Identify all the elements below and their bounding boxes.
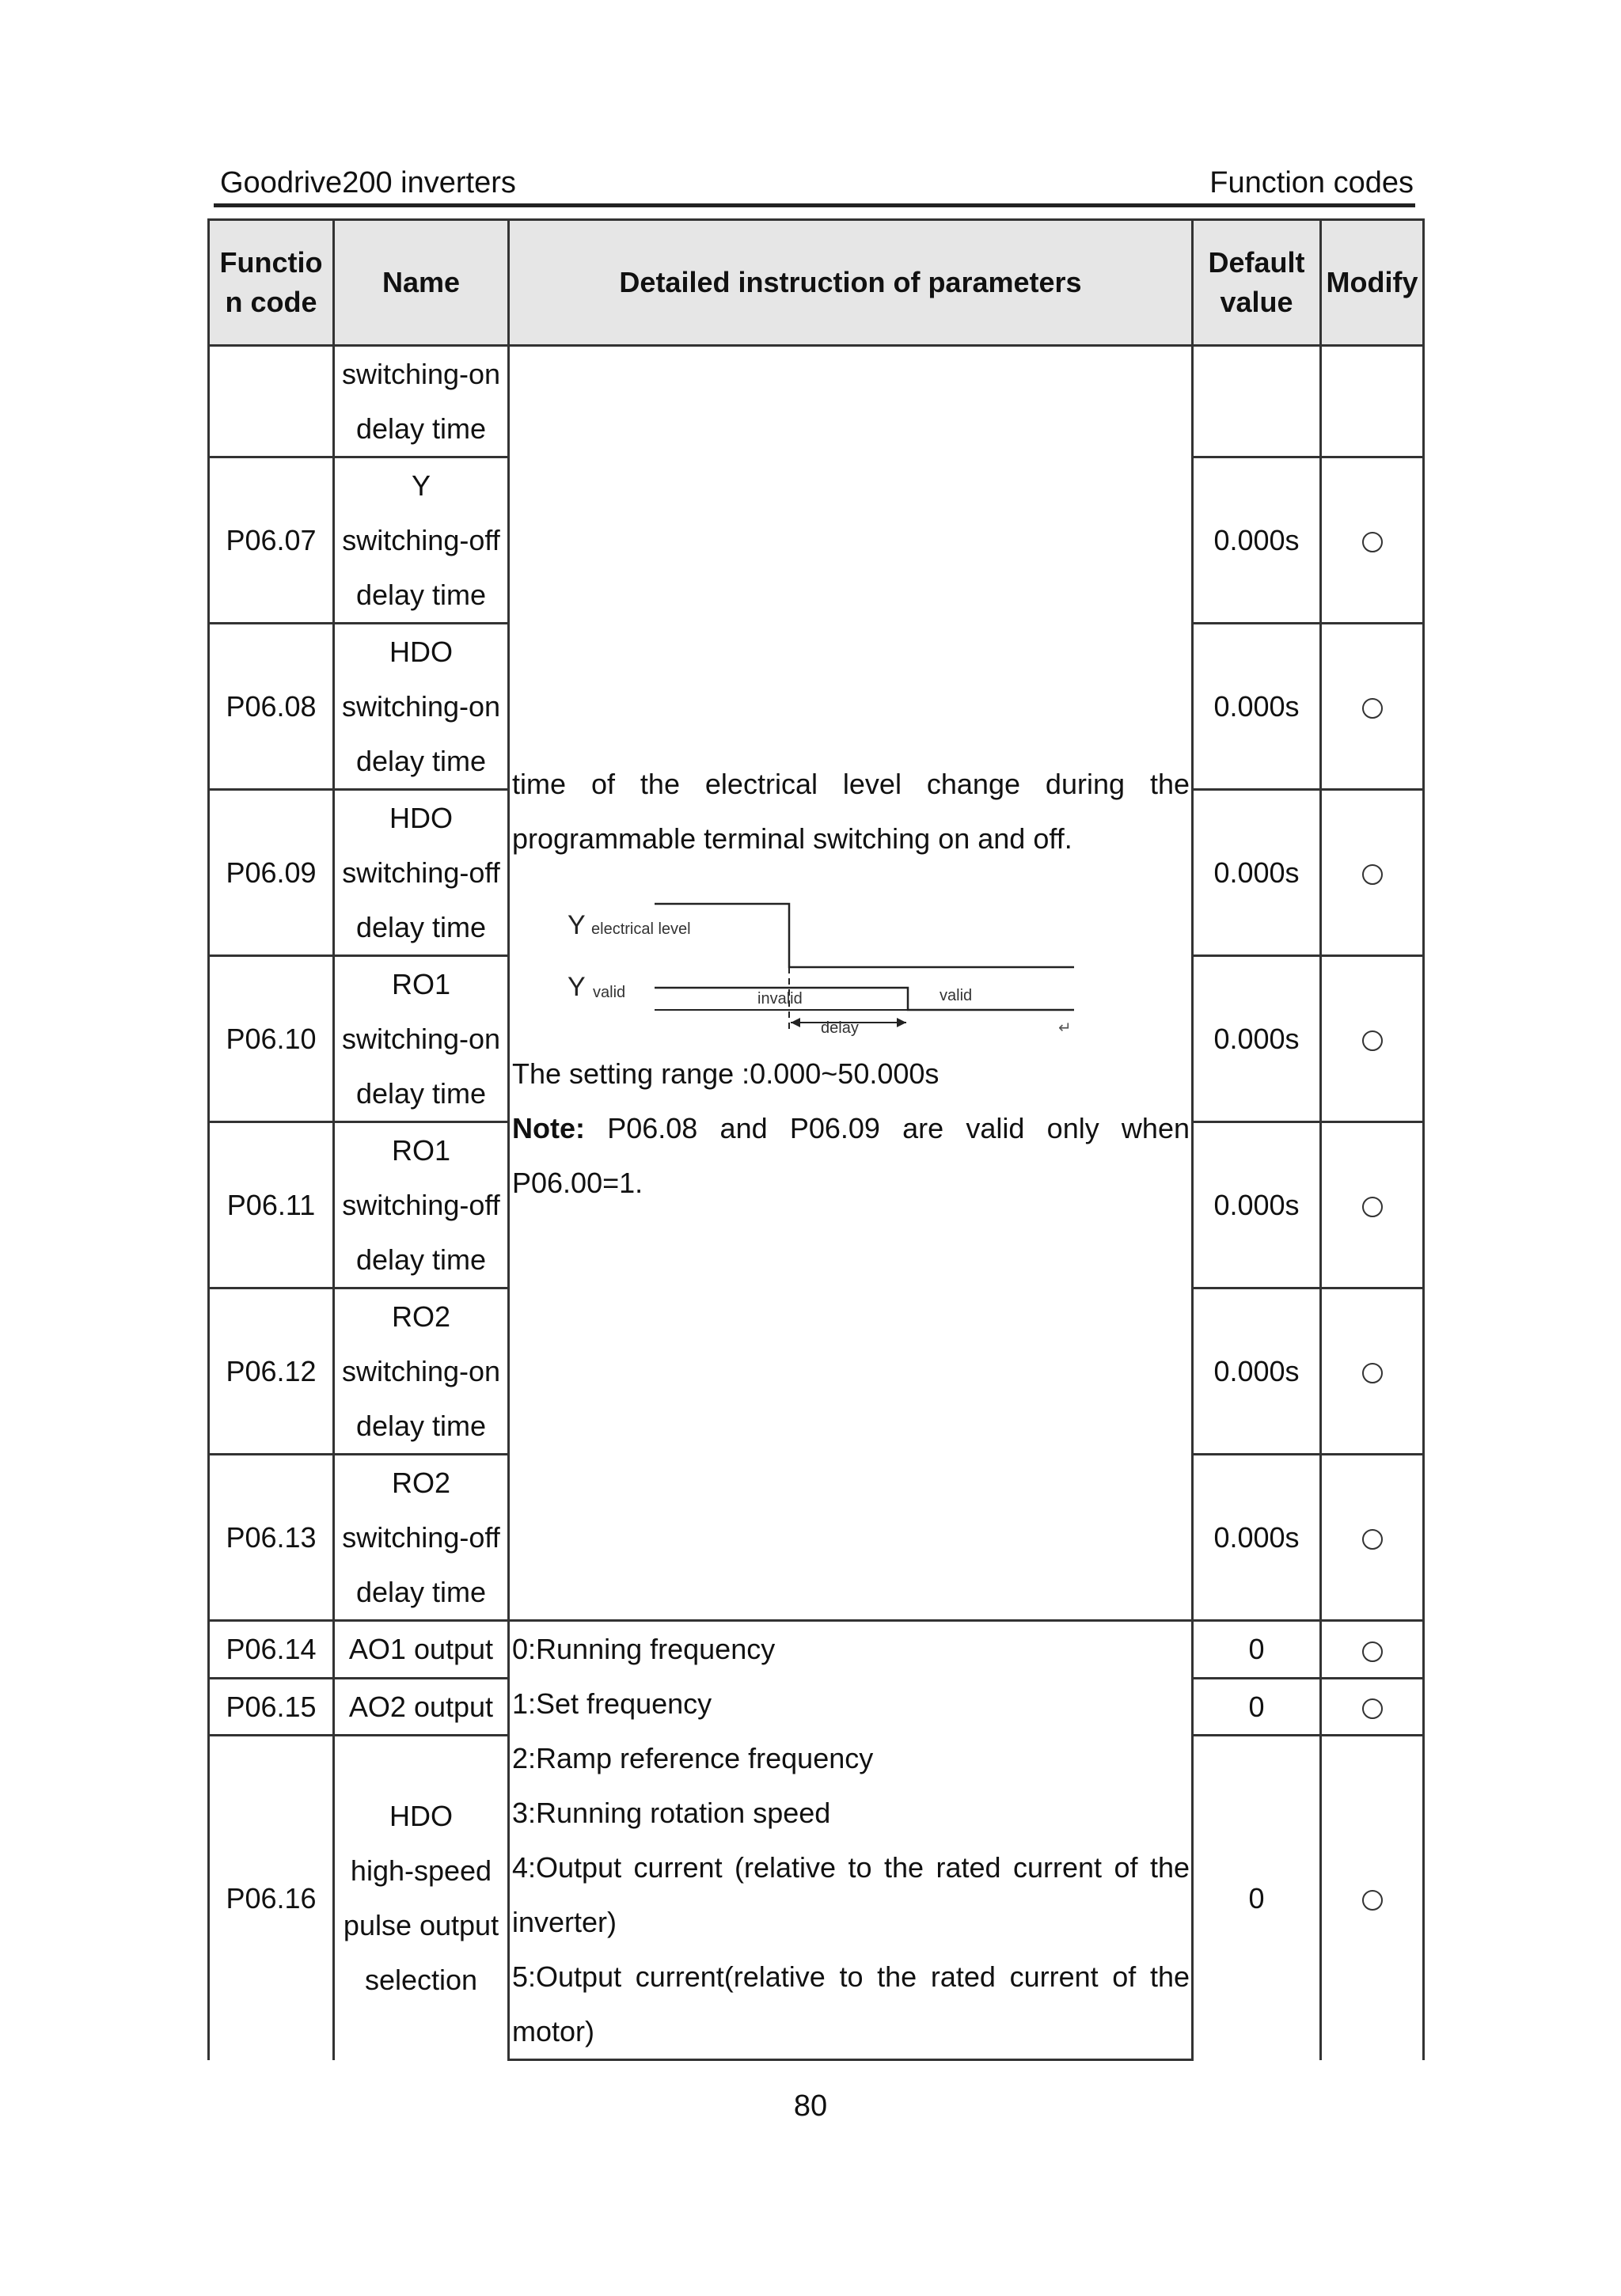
cell-name: AO1 output [334,1621,509,1679]
option-2: 2:Ramp reference frequency [512,1742,874,1774]
cell-modify [1321,1455,1424,1621]
cell-name: RO1 switching-off delay time [334,1122,509,1288]
note-text: P06.08 and P06.09 are valid only when P06.00=1. [512,1111,1190,1199]
cell-output-options [509,1621,1193,2060]
option-3: 3:Running rotation speed [512,1797,831,1829]
col-header-default: Default value [1193,220,1321,346]
cell-modify [1321,1288,1424,1455]
header-right: Function codes [1209,166,1414,199]
table-row [209,1621,1424,1679]
desc-line-1: time of the electrical level change during the [512,767,1190,800]
modify-circle-icon [1362,1363,1383,1383]
diagram-y-valid-label: Y [568,971,586,1002]
cell-modify [1321,457,1424,624]
page-number: 80 [793,2089,828,2123]
cell-default: 0.000s [1193,790,1321,956]
electrical-level-waveform [655,904,1074,967]
header-left: Goodrive200 inverters [220,166,516,199]
cell-code [209,346,334,457]
option-4: 4:Output current (relative to the rated current of the inverter) [512,1851,1190,1938]
modify-circle-icon [1362,1197,1383,1217]
cell-name: HDO switching-off delay time [334,790,509,956]
col-header-modify: Modify [1321,220,1424,346]
cell-code: P06.08 [209,624,334,790]
cell-modify [1321,790,1424,956]
cell-default: 0 [1193,1678,1321,1736]
cell-default: 0.000s [1193,457,1321,624]
table-row [209,346,1424,457]
option-5: 5:Output current(relative to the rated current of the motor) [512,1960,1190,2047]
cell-modify [1321,1122,1424,1288]
cell-default: 0.000s [1193,624,1321,790]
cell-name: HDO high-speed pulse output selection [334,1736,509,2060]
function-code-table [207,218,1425,2061]
modify-circle-icon [1362,1641,1383,1662]
output-waveform [655,988,1074,1010]
note-label: Note: [512,1111,585,1144]
cell-code: P06.10 [209,956,334,1122]
diagram-return-mark: ↵ [1058,1019,1072,1037]
cell-modify [1321,624,1424,790]
modify-circle-icon [1362,698,1383,719]
modify-circle-icon [1362,1030,1383,1051]
delay-arrow-right-head [897,1018,906,1027]
modify-circle-icon [1362,532,1383,552]
timing-diagram [560,879,1082,1037]
cell-name: Y switching-off delay time [334,457,509,624]
cell-name: RO1 switching-on delay time [334,956,509,1122]
cell-default: 0 [1193,1621,1321,1679]
modify-circle-icon [1362,864,1383,885]
cell-default: 0.000s [1193,956,1321,1122]
cell-name: RO2 switching-off delay time [334,1455,509,1621]
diagram-valid-label-2: valid [940,986,973,1004]
cell-modify [1321,1621,1424,1679]
cell-modify [1321,1678,1424,1736]
cell-default [1193,346,1321,457]
cell-default: 0.000s [1193,1288,1321,1455]
cell-name: HDO switching-on delay time [334,624,509,790]
delay-arrow-left-head [791,1018,800,1027]
header-divider [214,203,1415,207]
cell-code: P06.12 [209,1288,334,1455]
diagram-invalid-label: invalid [757,989,803,1008]
cell-code: P06.09 [209,790,334,956]
diagram-valid-label-1: valid [593,983,626,1001]
cell-modify [1321,956,1424,1122]
cell-default: 0 [1193,1736,1321,2060]
cell-delay-description [509,346,1193,1621]
cell-code: P06.16 [209,1736,334,2060]
cell-default: 0.000s [1193,1455,1321,1621]
col-header-code: Functio n code [209,220,334,346]
cell-modify [1321,346,1424,457]
table-header-row [209,220,1424,346]
cell-name: switching-on delay time [334,346,509,457]
option-0: 0:Running frequency [512,1633,776,1665]
cell-name: RO2 switching-on delay time [334,1288,509,1455]
cell-code: P06.11 [209,1122,334,1288]
cell-code: P06.15 [209,1678,334,1736]
desc-line-2: programmable terminal switching on and off. [512,822,1072,855]
diagram-electrical-level-label: electrical level [591,920,691,938]
modify-circle-icon [1362,1529,1383,1550]
modify-circle-icon [1362,1890,1383,1911]
setting-range: The setting range :0.000~50.000s [512,1057,940,1090]
col-header-name: Name [334,220,509,346]
option-1: 1:Set frequency [512,1687,712,1720]
cell-default: 0.000s [1193,1122,1321,1288]
note [512,1101,1190,1210]
diagram-y-label: Y [568,909,586,940]
diagram-delay-label: delay [821,1019,859,1037]
cell-code: P06.13 [209,1455,334,1621]
cell-name: AO2 output [334,1678,509,1736]
cell-code: P06.14 [209,1621,334,1679]
cell-code: P06.07 [209,457,334,624]
modify-circle-icon [1362,1698,1383,1719]
col-header-desc: Detailed instruction of parameters [509,220,1193,346]
cell-modify [1321,1736,1424,2060]
